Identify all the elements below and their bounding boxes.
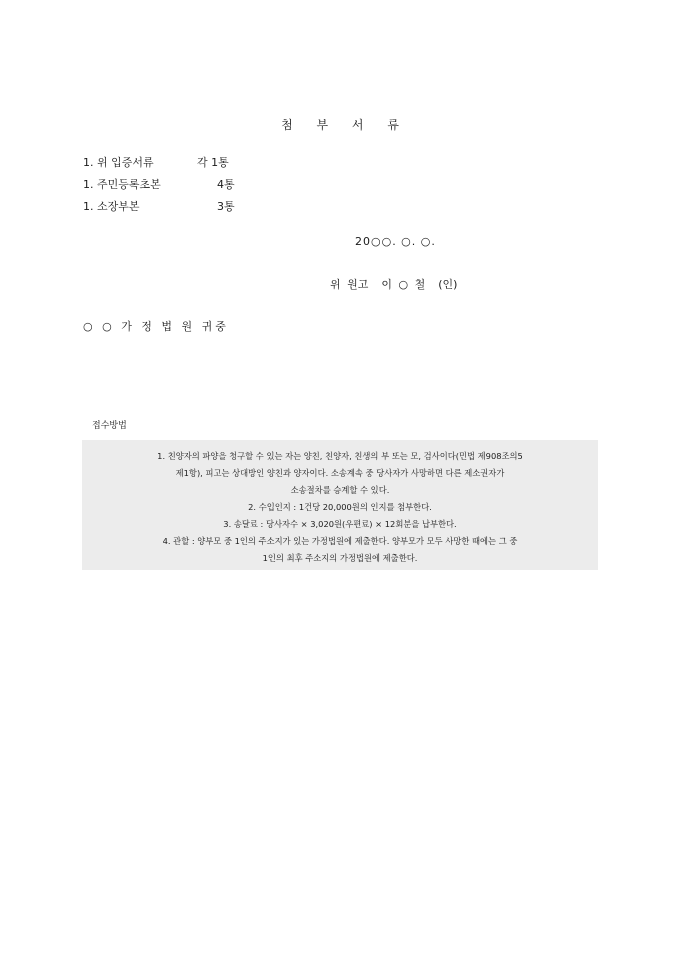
info-line: 1. 친양자의 파양을 청구할 수 있는 자는 양친, 친양자, 친생의 부 또는 모, 검사이다(민법 제908조의5	[157, 451, 523, 461]
item-name: 위 입증서류	[97, 156, 154, 169]
item-number: 1.	[83, 156, 94, 169]
item-quantity: 각 1통	[197, 156, 229, 169]
item-number: 1.	[83, 200, 94, 213]
item-quantity: 3통	[217, 200, 235, 213]
page-title: 첨 부 서 류	[281, 118, 409, 132]
list-item	[83, 199, 267, 221]
plaintiff-signature: 위 원고 이 ○ 철 (인)	[330, 278, 458, 291]
document-date: 20○○. ○. ○.	[355, 235, 436, 248]
list-item	[83, 155, 267, 177]
court-addressee: ○ ○ 가 정 법 원 귀중	[83, 320, 229, 333]
filing-info-box	[82, 440, 598, 570]
list-item	[83, 177, 267, 199]
item-quantity: 4통	[217, 178, 235, 191]
info-line: 제1항), 피고는 상대방인 양친과 양자이다. 소송계속 중 당사자가 사망하면 다른 제소권자가	[175, 468, 505, 478]
info-line: 1인의 최후 주소지의 가정법원에 제출한다.	[262, 553, 418, 563]
item-number: 1.	[83, 178, 94, 191]
info-line: 2. 수입인지 : 1건당 20,000원의 인지를 첨부한다.	[248, 502, 432, 512]
attachment-list	[83, 155, 267, 221]
item-name: 소장부본	[97, 200, 140, 213]
info-line: 소송절차를 승계할 수 있다.	[290, 485, 390, 495]
info-line: 4. 관할 : 양부모 중 1인의 주소지가 있는 가정법원에 제출한다. 양부모가 모두 사망한 때에는 그 중	[162, 536, 518, 546]
item-name: 주민등록초본	[97, 178, 161, 191]
info-label: 접수방법	[92, 421, 127, 431]
info-line: 3. 송달료 : 당사자수 × 3,020원(우편료) × 12회분을 납부한다.	[223, 519, 457, 529]
